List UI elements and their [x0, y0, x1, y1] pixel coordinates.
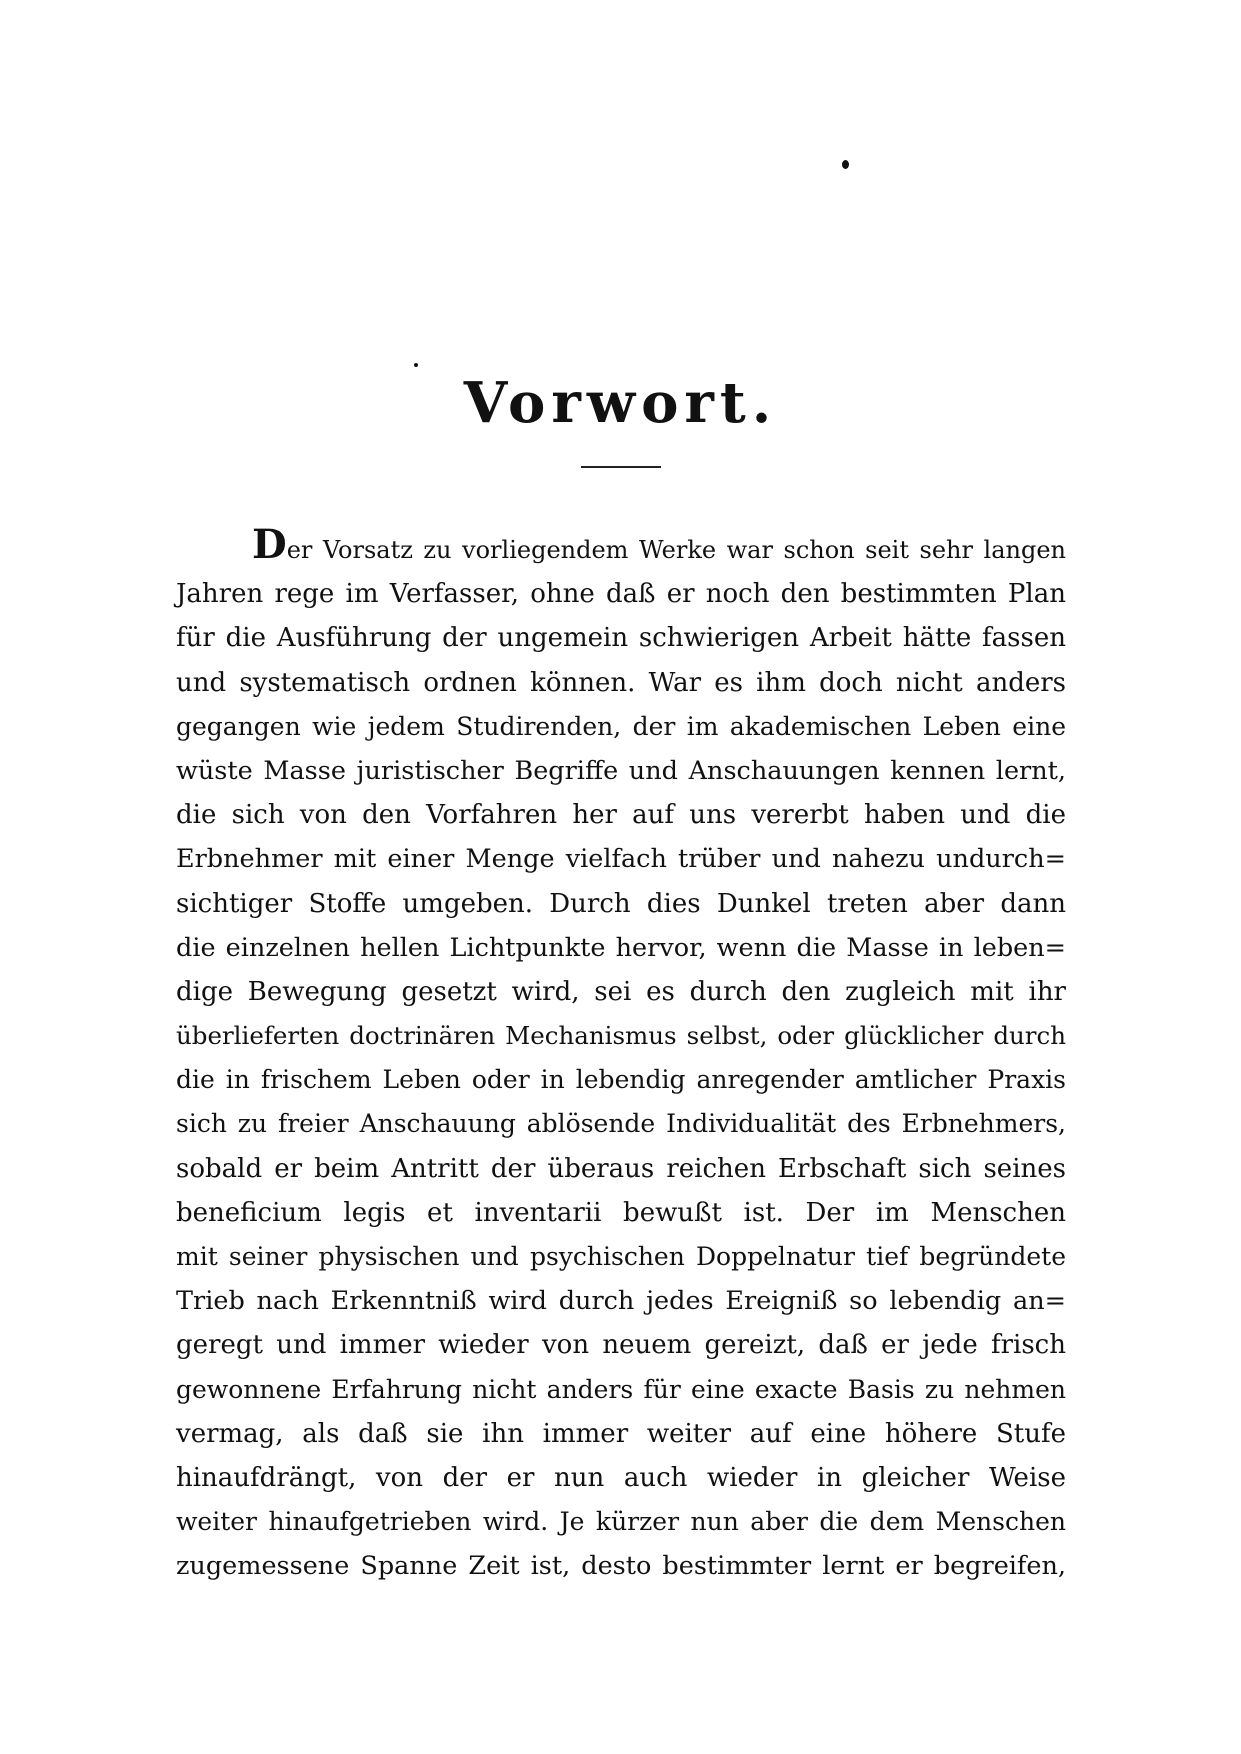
text-line: mit seiner physischen und psychischen Doppelnatur tief begründete: [176, 1242, 1066, 1271]
text-line: beneficium legis et inventarii bewußt ist. Der im Menschen: [176, 1197, 1066, 1228]
text-line: sichtiger Stoffe umgeben. Durch dies Dunkel treten aber dann: [176, 888, 1066, 919]
text-line: sobald er beim Antritt der überaus reichen Erbschaft sich seines: [176, 1153, 1066, 1184]
text-line: die in frischem Leben oder in lebendig anregender amtlicher Praxis: [176, 1065, 1066, 1095]
body-paragraph: [176, 521, 1067, 1589]
text-line: zugemessene Spanne Zeit ist, desto bestimmter lernt er begreifen,: [176, 1551, 1066, 1582]
text-line: Jahren rege im Verfasser, ohne daß er noch den bestimmten Plan: [176, 579, 1066, 610]
text-line: Trieb nach Erkenntniß wird durch jedes Ereigniß so lebendig an=: [176, 1286, 1066, 1317]
ink-speck: [842, 160, 849, 169]
text-line: und systematisch ordnen können. War es ihm doch nicht anders: [176, 667, 1066, 698]
ink-speck: [414, 363, 418, 367]
text-line: gewonnene Erfahrung nicht anders für eine exacte Basis zu nehmen: [176, 1374, 1066, 1404]
text-line: die sich von den Vorfahren her auf uns vererbt haben und die: [176, 800, 1066, 831]
text-line: vermag, als daß sie ihn immer weiter auf eine höhere Stufe: [176, 1418, 1066, 1449]
text-line: dige Bewegung gesetzt wird, sei es durch den zugleich mit ihr: [176, 976, 1066, 1007]
text-line: geregt und immer wieder von neuem gereizt, daß er jede frisch: [176, 1330, 1066, 1361]
text-line: Erbnehmer mit einer Menge vielfach trüber und nahezu undurch=: [176, 844, 1066, 875]
text-line: sich zu freier Anschauung ablösende Individualität des Erbnehmers,: [176, 1109, 1066, 1139]
text-line: die einzelnen hellen Lichtpunkte hervor, wenn die Masse in leben=: [176, 932, 1067, 963]
text-line: wüste Masse juristischer Begriffe und Anschauungen kennen lernt,: [176, 755, 1066, 786]
page-title: Vorwort.: [463, 370, 778, 436]
text-line: gegangen wie jedem Studirenden, der im akademischen Leben eine: [176, 711, 1066, 741]
text-line: hinaufdrängt, von der er nun auch wieder in gleicher Weise: [176, 1462, 1066, 1493]
text-line: weiter hinaufgetrieben wird. Je kürzer nun aber die dem Menschen: [176, 1507, 1066, 1537]
drop-cap: D: [252, 521, 287, 568]
text-line: überlieferten doctrinären Mechanismus selbst, oder glücklicher durch: [176, 1021, 1066, 1051]
text-line: Der Vorsatz zu vorliegendem Werke war schon seit sehr langen: [252, 521, 1066, 568]
title-divider: [581, 466, 661, 468]
text-line: für die Ausführung der ungemein schwierigen Arbeit hätte fassen: [176, 623, 1066, 654]
